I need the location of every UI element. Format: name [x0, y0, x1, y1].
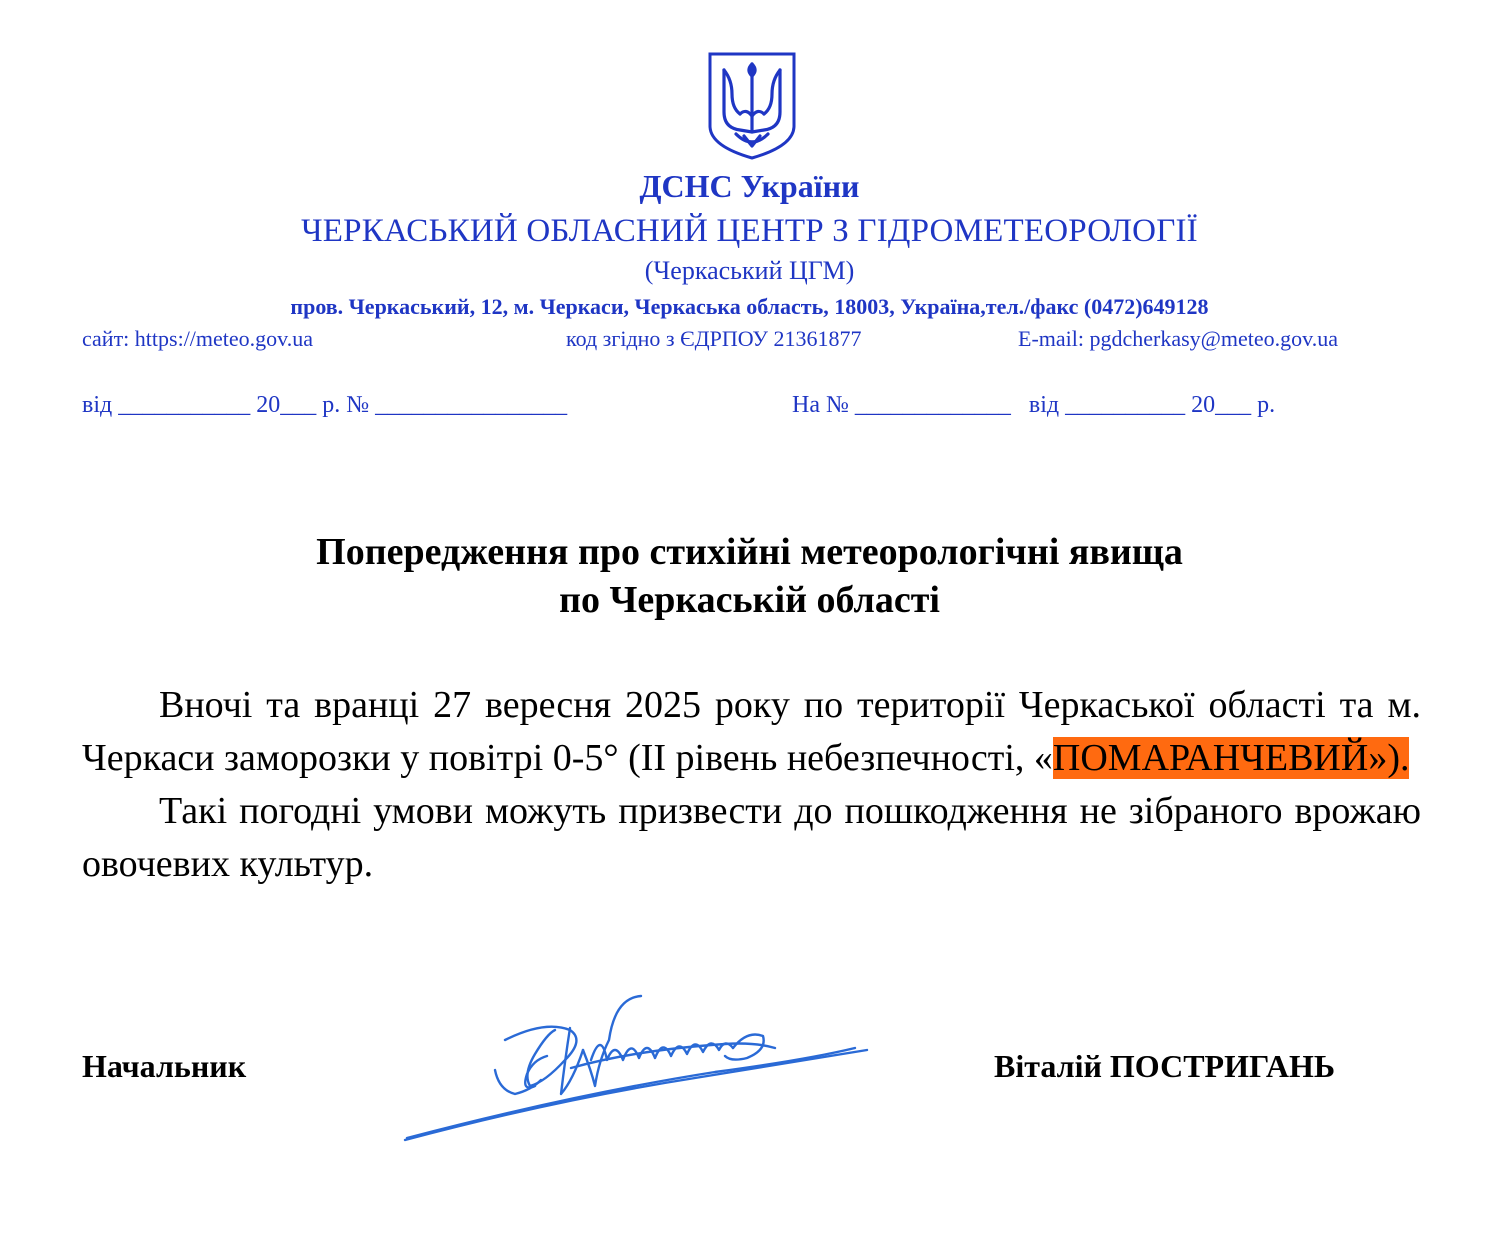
- signatory-role: Начальник: [82, 1048, 247, 1084]
- org-edrpou: код згідно з ЄДРПОУ 21361877: [566, 326, 862, 351]
- document-title-line-1: Попередження про стихійні метеорологічні явища: [316, 531, 1183, 573]
- org-email: E-mail: pgdcherkasy@meteo.gov.ua: [1018, 326, 1339, 351]
- document-body: [82, 679, 1421, 891]
- body-paragraph-2: Такі погодні умови можуть призвести до пошкодження не зібраного врожаю овочевих культур.: [82, 790, 1421, 885]
- danger-level-highlight: ПОМАРАНЧЕВИЙ»).: [1052, 737, 1410, 779]
- reference-outgoing: від ___________ 20___ р. № ________________: [82, 392, 568, 418]
- body-paragraph-1-text: Вночі та вранці 27 вересня 2025 року по території Черкаської області та м. Черкаси заморозки у повітрі 0-5° (II рівень небезпечності, «: [82, 684, 1421, 779]
- org-site: сайт: https://meteo.gov.ua: [82, 326, 314, 351]
- org-top-title: ДСНС України: [639, 168, 860, 204]
- org-name: ЧЕРКАСЬКИЙ ОБЛАСНИЙ ЦЕНТР З ГІДРОМЕТЕОРОЛОГІЇ: [301, 213, 1198, 249]
- org-address: пров. Черкаський, 12, м. Черкаси, Черкаська область, 18003, Україна,тел./факс (0472)649128: [290, 294, 1209, 319]
- handwritten-signature-icon: [395, 990, 875, 1150]
- body-paragraph-1: [82, 679, 1421, 785]
- document-title-line-2: по Черкаській області: [559, 579, 940, 621]
- document-title: [0, 528, 1499, 624]
- ukraine-coat-of-arms-icon: [706, 50, 798, 162]
- reference-incoming: На № _____________ від __________ 20___ р.: [792, 392, 1276, 418]
- signatory-name: Віталій ПОСТРИГАНЬ: [994, 1048, 1335, 1084]
- org-short-name: (Черкаський ЦГМ): [644, 256, 855, 285]
